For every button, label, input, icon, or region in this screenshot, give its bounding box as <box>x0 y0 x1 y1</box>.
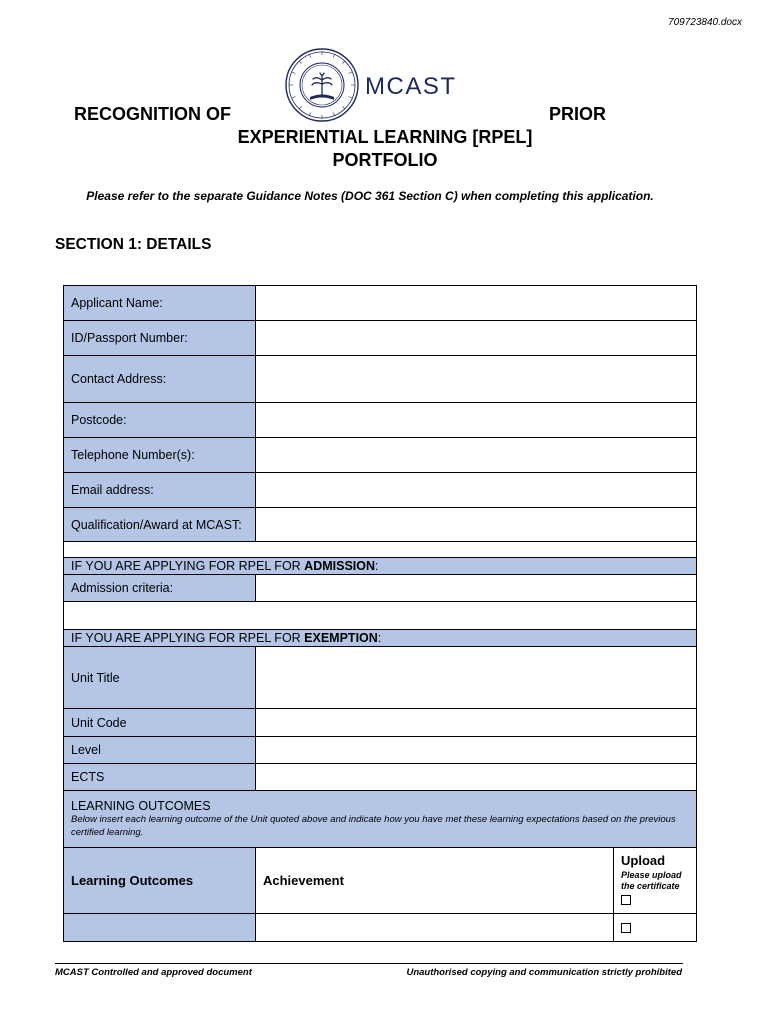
exemption-header: IF YOU ARE APPLYING FOR RPEL FOR EXEMPTION: <box>64 630 697 647</box>
applicant-name-field[interactable] <box>256 286 697 321</box>
email-field[interactable] <box>256 473 697 508</box>
footer-divider <box>55 963 683 964</box>
title-line-1-left: RECOGNITION OF <box>74 104 231 124</box>
form-row <box>64 764 697 791</box>
title-line-1-right: PRIOR <box>549 104 607 124</box>
file-name: 709723840.docx <box>668 17 742 28</box>
upload-checkbox[interactable] <box>621 895 631 905</box>
form-row <box>64 575 697 602</box>
postcode-label: Postcode: <box>64 403 256 438</box>
upload-checkbox[interactable] <box>621 923 631 933</box>
section-title: SECTION 1: DETAILS <box>55 236 212 253</box>
achievement-field[interactable] <box>256 914 614 942</box>
learning-outcomes-heading: LEARNING OUTCOMES <box>71 799 211 813</box>
outcome-field[interactable] <box>64 914 256 942</box>
details-form <box>63 285 697 942</box>
telephone-field[interactable] <box>256 438 697 473</box>
contact-address-field[interactable] <box>256 356 697 403</box>
form-row <box>64 356 697 403</box>
learning-outcomes-header <box>64 791 697 848</box>
id-passport-field[interactable] <box>256 321 697 356</box>
qualification-label: Qualification/Award at MCAST: <box>64 508 256 542</box>
ects-label: ECTS <box>64 764 256 791</box>
form-row <box>64 321 697 356</box>
unit-title-field[interactable] <box>256 647 697 709</box>
outcome-row <box>64 914 697 942</box>
admission-criteria-label: Admission criteria: <box>64 575 256 602</box>
title-line-3: PORTFOLIO <box>332 150 438 170</box>
postcode-field[interactable] <box>256 403 697 438</box>
col-upload: Upload <box>621 853 666 868</box>
telephone-label: Telephone Number(s): <box>64 438 256 473</box>
mcast-logo <box>283 46 467 124</box>
form-row <box>64 438 697 473</box>
email-label: Email address: <box>64 473 256 508</box>
mcast-seal-icon <box>283 46 361 124</box>
unit-title-label: Unit Title <box>64 647 256 709</box>
applicant-name-label: Applicant Name: <box>64 286 256 321</box>
qualification-field[interactable] <box>256 508 697 542</box>
outcomes-column-row <box>64 848 697 914</box>
col-achievement: Achievement <box>263 873 344 888</box>
unit-code-field[interactable] <box>256 709 697 737</box>
exemption-header-row <box>64 630 697 647</box>
level-label: Level <box>64 737 256 764</box>
spacer-row <box>64 542 697 558</box>
form-row <box>64 508 697 542</box>
form-row <box>64 473 697 508</box>
form-row <box>64 286 697 321</box>
footer-right: Unauthorised copying and communication strictly prohibited <box>406 967 682 978</box>
learning-outcomes-instruction: Below insert each learning outcome of the Unit quoted above and indicate how you have met these learning expectations based on the previous certified learning. <box>71 814 676 838</box>
form-row <box>64 737 697 764</box>
admission-header-row <box>64 558 697 575</box>
admission-header: IF YOU ARE APPLYING FOR RPEL FOR ADMISSION: <box>64 558 697 575</box>
id-passport-label: ID/Passport Number: <box>64 321 256 356</box>
guidance-note: Please refer to the separate Guidance Notes (DOC 361 Section C) when completing this application. <box>86 189 654 203</box>
level-field[interactable] <box>256 737 697 764</box>
title-line-2: EXPERIENTIAL LEARNING [RPEL] <box>237 127 533 147</box>
ects-field[interactable] <box>256 764 697 791</box>
form-row <box>64 403 697 438</box>
upload-note: Please upload the certificate <box>621 870 682 891</box>
form-row <box>64 647 697 709</box>
spacer-row <box>64 602 697 630</box>
contact-address-label: Contact Address: <box>64 356 256 403</box>
unit-code-label: Unit Code <box>64 709 256 737</box>
form-row <box>64 709 697 737</box>
col-learning-outcomes: Learning Outcomes <box>71 873 194 888</box>
admission-criteria-field[interactable] <box>256 575 697 602</box>
footer-left: MCAST Controlled and approved document <box>55 967 252 978</box>
learning-outcomes-header-row <box>64 791 697 848</box>
logo-wordmark: MCAST <box>365 73 457 100</box>
